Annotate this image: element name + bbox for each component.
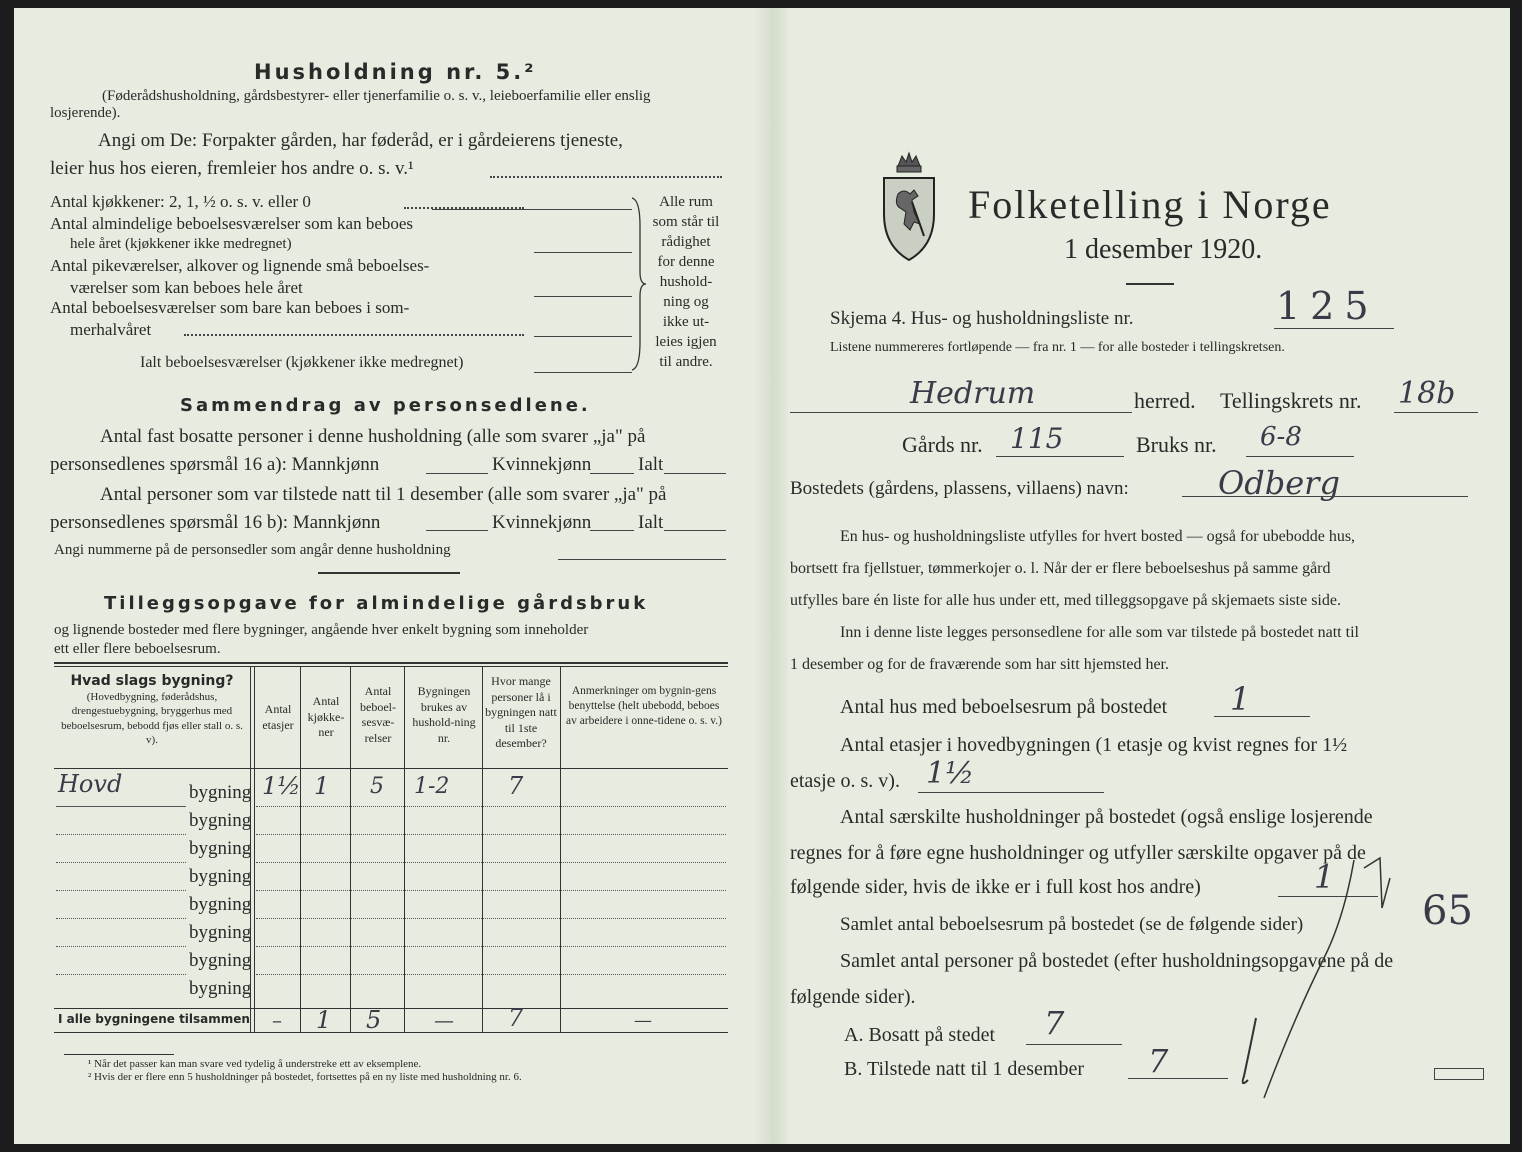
floors-value: 1½	[926, 756, 975, 791]
answer-line	[184, 334, 524, 336]
building-row-label: bygning	[189, 838, 252, 859]
total-kitchens: 1	[316, 1006, 332, 1034]
summary-numbers-label: Angi nummerne på de personsedler som angår denne husholdning	[54, 542, 451, 558]
floors-question-2: etasje o. s. v).	[790, 770, 900, 792]
male-count-line	[426, 473, 488, 474]
rooms-total-question: Samlet antal beboelsesrum på bostedet (se de følgende sider)	[840, 914, 1304, 935]
bruks-line	[1246, 456, 1354, 457]
total-rooms: 5	[366, 1006, 382, 1034]
printer-stamp	[1434, 1068, 1484, 1080]
census-form-sheet	[14, 8, 1510, 1144]
col-header-remarks: Anmerkninger om bygnin-gens benyttelse (helt ubebodd, beboes av arbeidere i onne-tidene o. s. v.)	[565, 685, 723, 727]
summary-line-1: Antal fast bosatte personer i denne husholdning (alle som svarer „ja" på	[100, 426, 646, 447]
building-row-label: bygning	[189, 894, 252, 915]
floors-question-1: Antal etasjer i hovedbygningen (1 etasje og kvist regnes for 1½	[840, 734, 1348, 756]
household-title: Husholdning nr. 5.²	[254, 60, 537, 84]
bruks-label: Bruks nr.	[1136, 432, 1217, 457]
col-header-floors: Antal etasjer	[262, 702, 294, 732]
rooms-total-value: 65	[1422, 888, 1473, 934]
total-row-label: I alle bygningene tilsammen	[58, 1012, 250, 1026]
col-header-household: Bygningen brukes av hushold-ning nr.	[412, 684, 476, 745]
col-header-kitchens: Antal kjøkke-ner	[307, 694, 345, 740]
brace	[628, 196, 648, 372]
building-row-label: bygning	[189, 950, 252, 971]
col-header-rooms: Antal beboel-sesvæ-relser	[360, 684, 396, 745]
female-count-line	[590, 473, 634, 474]
summary-present-female-label: Kvinnekjønn	[492, 512, 592, 533]
row1-type: Hovd	[58, 770, 123, 798]
household-question-line1: Angi om De: Forpakter gården, har føderåd, er i gårdeierens tjeneste,	[98, 130, 623, 151]
norway-coat-of-arms-icon	[878, 150, 940, 264]
summary-female-label: Kvinnekjønn	[492, 454, 592, 475]
rooms-question-2b: værelser som kan beboes hele året	[70, 278, 303, 297]
instruction-1: En hus- og husholdningsliste utfylles for hvert bosted — også for ubebodde hus,	[840, 528, 1356, 545]
col-header-persons: Hvor mange personer lå i bygningen natt til 1ste desember?	[485, 674, 557, 751]
household-intro-note: (Føderådshusholdning, gårdsbestyrer- eller tjenerfamilie o. s. v., leieboerfamilie eller enslig losjerende).	[50, 88, 651, 122]
present-label: B. Tilstede natt til 1 desember	[844, 1058, 1084, 1080]
answer-line	[490, 176, 722, 178]
krets-value: 18b	[1398, 376, 1456, 411]
kitchens-question: Antal kjøkkener: 2, 1, ½ o. s. v. eller 0	[50, 192, 311, 211]
households-question-2: regnes for å føre egne husholdninger og utfyller særskilte opgaver på de	[790, 842, 1366, 864]
krets-label: Tellingskrets nr.	[1220, 388, 1362, 413]
houses-question: Antal hus med beboelsesrum på bostedet	[840, 696, 1168, 718]
total-count-line	[664, 473, 726, 474]
bosted-line	[1182, 496, 1468, 497]
building-row-label: bygning	[189, 782, 252, 803]
households-question-3: følgende sider, hvis de ikke er i full kost hos andre)	[790, 876, 1201, 898]
section-divider	[318, 572, 460, 574]
instruction-5: 1 desember og for de fraværende som har sitt hjemsted her.	[790, 656, 1169, 673]
row1-household: 1-2	[414, 774, 450, 799]
additional-subtitle-2: ett eller flere beboelsesrum.	[54, 641, 221, 657]
additional-subtitle-1: og lignende bosteder med flere bygninger, angående hver enkelt bygning som inneholder	[54, 622, 589, 638]
resident-label: A. Bosatt på stedet	[844, 1024, 996, 1046]
rooms-question-2a: Antal pikeværelser, alkover og lignende små beboelses-	[50, 256, 430, 275]
female-count-line	[590, 530, 634, 531]
houses-line	[1214, 716, 1310, 717]
row1-persons: 7	[508, 772, 524, 800]
schema-label: Skjema 4. Hus- og husholdningsliste nr.	[830, 308, 1134, 329]
check-mark-icon	[1204, 848, 1404, 1108]
households-question-1: Antal særskilte husholdninger på bostedet (også enslige losjerende	[840, 806, 1373, 828]
answer-line	[534, 336, 632, 337]
instruction-2: bortsett fra fjellstuer, tømmerkojer o. l. Når der er flere beboelseshus på samme gård	[790, 560, 1331, 577]
resident-line	[1026, 1044, 1122, 1045]
page-fold	[754, 8, 788, 1144]
footnote-rule	[64, 1054, 174, 1055]
instruction-4: Inn i denne liste legges personsedlene for alle som var tilstede på bostedet natt til	[840, 624, 1359, 641]
floors-line	[918, 792, 1104, 793]
bruks-value: 6-8	[1260, 422, 1302, 452]
col-header-type: Hvad slags bygning? (Hovedbygning, føderådshus, drengestuebygning, bryggerhus med beboelsesrum, bebodd fjøs eller stall o. s. v).	[61, 673, 243, 747]
herred-line	[790, 412, 1132, 413]
building-row-label: bygning	[189, 866, 252, 887]
gards-label: Gårds nr.	[902, 432, 983, 457]
title-divider	[1126, 283, 1174, 285]
list-number-line	[1274, 328, 1394, 329]
answer-line	[534, 296, 632, 297]
total-persons: 7	[508, 1004, 524, 1032]
rooms-question-3b: merhalvåret	[70, 320, 152, 339]
rooms-question-1a: Antal almindelige beboelsesværelser som kan beboes	[50, 214, 414, 233]
building-row-label: bygning	[189, 810, 252, 831]
gards-line	[996, 456, 1124, 457]
summary-line-3: Antal personer som var tilstede natt til 1 desember (alle som svarer „ja" på	[100, 484, 667, 505]
rooms-question-3a: Antal beboelsesværelser som bare kan beboes i som-	[50, 298, 410, 317]
form-date: 1 desember 1920.	[1064, 234, 1263, 265]
building-row-label: bygning	[189, 922, 252, 943]
total-rooms-question: Ialt beboelsesværelser (kjøkkener ikke medregnet)	[140, 354, 464, 371]
summary-title: Sammendrag av personsedlene.	[180, 395, 591, 416]
total-household: —	[434, 1008, 454, 1032]
summary-present-total-label: Ialt	[638, 512, 664, 533]
herred-label: herred.	[1134, 388, 1196, 413]
footnote-2: ² Hvis der er flere enn 5 husholdninger på bostedet, fortsettes på en ny liste med husholdning nr. 6.	[88, 1071, 522, 1083]
bosted-label: Bostedets (gårdens, plassens, villaens) navn:	[790, 478, 1129, 499]
total-floors: –	[272, 1008, 282, 1032]
summary-present-male-label: personsedlenes spørsmål 16 b): Mannkjønn	[50, 512, 381, 533]
total-remarks: —	[634, 1010, 652, 1031]
krets-line	[1394, 412, 1478, 413]
present-value: 7	[1148, 1042, 1169, 1080]
rooms-question-1b: hele året (kjøkkener ikke medregnet)	[70, 236, 292, 252]
male-count-line	[426, 530, 488, 531]
gards-value: 115	[1010, 422, 1064, 455]
footnote-1: ¹ Når det passer kan man svare ved tydelig å understreke ett av eksemplene.	[88, 1058, 422, 1070]
persons-question-2: følgende sider).	[790, 986, 916, 1008]
summary-total-label: Ialt	[638, 454, 664, 475]
answer-line	[432, 209, 632, 210]
herred-value: Hedrum	[910, 376, 1036, 411]
bosted-value: Odberg	[1218, 464, 1340, 502]
summary-male-label: personsedlenes spørsmål 16 a): Mannkjønn	[50, 454, 380, 475]
row1-rooms: 5	[370, 774, 384, 799]
houses-value: 1	[1230, 680, 1251, 718]
numbering-note: Listene nummereres fortløpende — fra nr. 1 — for alle bosteder i tellingskretsen.	[830, 340, 1285, 355]
instruction-3: utfylles bare én liste for alle hus under ett, med tilleggsopgave på skjemaets siste side.	[790, 592, 1341, 609]
list-number: 125	[1276, 284, 1379, 328]
resident-value: 7	[1044, 1004, 1065, 1042]
households-value: 1	[1314, 858, 1335, 896]
brace-note: Alle rum som står til rådighet for denne hushold- ning og ikke ut- leies igjen til andre.	[652, 194, 720, 370]
row1-floors: 1½	[262, 772, 301, 800]
answer-line	[534, 372, 632, 373]
answer-line	[558, 559, 726, 560]
total-count-line	[664, 530, 726, 531]
form-main-title: Folketelling i Norge	[968, 182, 1332, 227]
household-question-line2: leier hus hos eieren, fremleier hos andre o. s. v.¹	[50, 158, 414, 179]
building-row-label: bygning	[189, 978, 252, 999]
persons-question-1: Samlet antal personer på bostedet (efter husholdningsopgavene på de	[840, 950, 1394, 972]
answer-line	[534, 252, 632, 253]
row1-kitchens: 1	[314, 772, 330, 800]
additional-title: Tilleggsopgave for almindelige gårdsbruk	[104, 593, 649, 614]
